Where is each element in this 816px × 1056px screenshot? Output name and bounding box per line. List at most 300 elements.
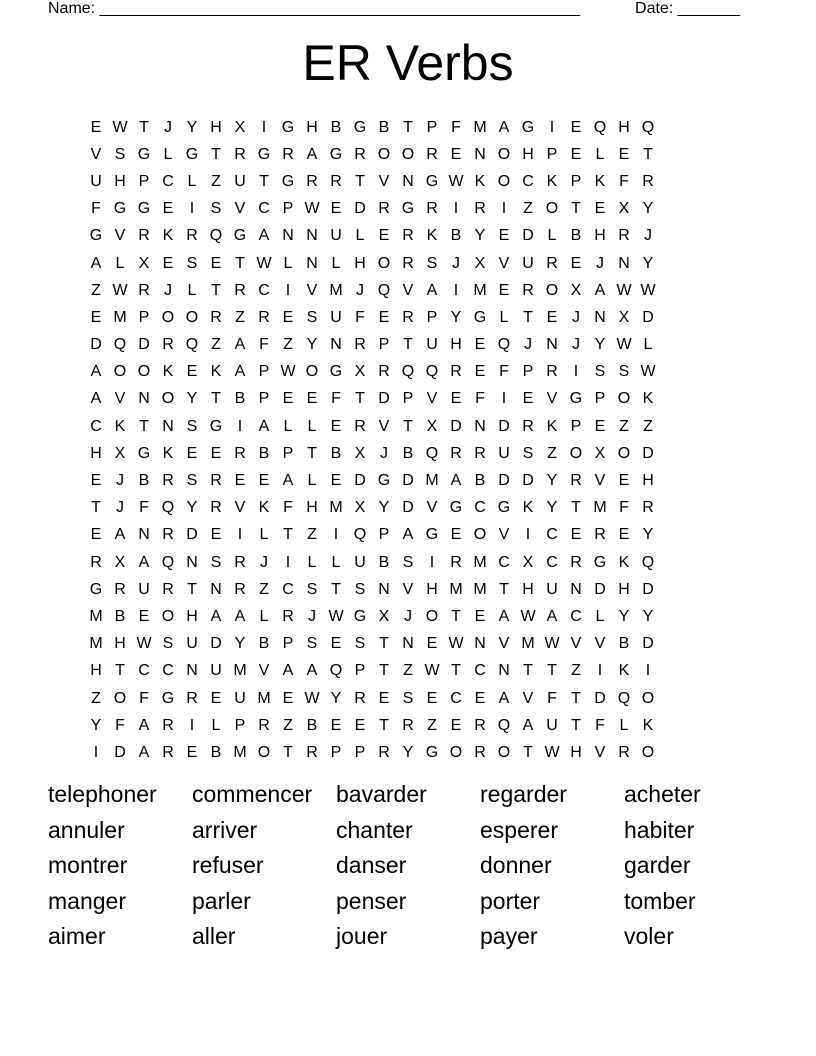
grid-letter: G (521, 118, 535, 136)
grid-letter: Z (643, 417, 653, 435)
grid-letter: A (234, 363, 246, 381)
grid-letter: T (547, 662, 557, 680)
grid-letter: Q (425, 363, 439, 381)
grid-letter: U (546, 580, 558, 598)
word-bank-item: donner (480, 852, 552, 878)
grid-letter: E (90, 472, 102, 490)
grid-letter: Y (642, 607, 654, 625)
grid-letter: M (425, 472, 439, 490)
grid-letter: A (90, 390, 102, 408)
grid-letter: X (618, 200, 630, 218)
grid-letter: H (618, 118, 630, 136)
grid-letter: Q (425, 444, 439, 462)
word-bank-item: refuser (192, 852, 264, 878)
grid-letter: A (522, 716, 534, 734)
grid-letter: E (522, 390, 534, 408)
grid-letter: O (161, 308, 175, 326)
word-bank-item: regarder (480, 781, 567, 807)
grid-letter: G (233, 227, 247, 245)
grid-letter: I (189, 716, 195, 734)
grid-letter: U (186, 635, 198, 653)
grid-letter: V (378, 172, 390, 190)
grid-letter: W (280, 363, 296, 381)
grid-letter: T (403, 336, 413, 354)
grid-letter: R (186, 227, 198, 245)
grid-letter: P (138, 308, 150, 326)
grid-letter: M (233, 743, 247, 761)
grid-letter: X (114, 553, 126, 571)
grid-letter: Q (593, 118, 607, 136)
grid-letter: K (162, 363, 174, 381)
grid-letter: I (453, 281, 459, 299)
grid-letter: I (285, 553, 291, 571)
grid-letter: G (257, 145, 271, 163)
grid-letter: V (498, 254, 510, 272)
grid-letter: P (282, 635, 294, 653)
word-bank-item: acheter (624, 781, 701, 807)
grid-letter: N (474, 635, 486, 653)
grid-letter: R (162, 336, 174, 354)
grid-letter: H (618, 580, 630, 598)
grid-letter: E (594, 417, 606, 435)
grid-letter: M (113, 308, 127, 326)
grid-letter: T (235, 254, 245, 272)
grid-letter: N (402, 172, 414, 190)
grid-letter: S (210, 200, 222, 218)
grid-letter: Y (594, 336, 606, 354)
grid-letter: B (258, 444, 270, 462)
grid-letter: R (450, 363, 462, 381)
grid-letter: B (570, 227, 582, 245)
grid-letter: Y (474, 227, 486, 245)
grid-letter: E (282, 390, 294, 408)
grid-letter: S (114, 145, 126, 163)
grid-letter: D (114, 743, 126, 761)
grid-letter: J (404, 607, 412, 625)
grid-letter: R (618, 743, 630, 761)
grid-letter: E (210, 444, 222, 462)
grid-letter: E (90, 308, 102, 326)
grid-letter: A (402, 526, 414, 544)
grid-letter: C (258, 200, 270, 218)
grid-letter: T (211, 281, 221, 299)
grid-letter: H (642, 472, 654, 490)
grid-letter: T (403, 417, 413, 435)
grid-letter: V (402, 580, 414, 598)
grid-letter: R (618, 227, 630, 245)
grid-letter: L (331, 553, 341, 571)
grid-letter: S (162, 635, 174, 653)
grid-row (84, 141, 732, 168)
grid-letter: V (570, 635, 582, 653)
grid-letter: E (90, 526, 102, 544)
grid-letter: L (283, 254, 293, 272)
grid-letter: R (594, 526, 606, 544)
grid-letter: E (330, 635, 342, 653)
grid-letter: V (498, 526, 510, 544)
grid-letter: Z (283, 716, 293, 734)
grid-letter: D (354, 200, 366, 218)
grid-letter: P (426, 308, 438, 326)
grid-letter: P (138, 172, 150, 190)
grid-letter: N (594, 308, 606, 326)
word-bank-item: habiter (624, 816, 695, 843)
grid-letter: L (115, 254, 125, 272)
grid-letter: H (570, 743, 582, 761)
grid-letter: N (306, 254, 318, 272)
grid-letter: T (283, 526, 293, 544)
grid-letter: R (570, 553, 582, 571)
grid-letter: M (473, 281, 487, 299)
grid-row (84, 114, 732, 141)
grid-letter: E (186, 743, 198, 761)
grid-letter: Z (307, 526, 317, 544)
grid-row (84, 440, 732, 467)
grid-letter: S (186, 254, 198, 272)
grid-letter: V (594, 635, 606, 653)
grid-letter: D (450, 417, 462, 435)
grid-letter: S (186, 472, 198, 490)
grid-letter: E (186, 363, 198, 381)
grid-letter: O (497, 743, 511, 761)
grid-row (84, 359, 732, 386)
grid-letter: E (210, 254, 222, 272)
grid-letter: A (546, 607, 558, 625)
grid-letter: I (645, 662, 651, 680)
grid-letter: C (570, 607, 582, 625)
grid-letter: E (618, 472, 630, 490)
grid-letter: R (426, 200, 438, 218)
word-bank-item: aimer (48, 923, 106, 949)
grid-letter: N (306, 227, 318, 245)
grid-letter: R (90, 553, 102, 571)
grid-letter: J (164, 118, 172, 136)
grid-letter: G (593, 553, 607, 571)
grid-letter: W (448, 635, 464, 653)
grid-letter: L (595, 145, 605, 163)
grid-letter: Z (547, 444, 557, 462)
grid-letter: C (474, 499, 486, 517)
grid-letter: M (89, 607, 103, 625)
grid-letter: W (544, 635, 560, 653)
grid-letter: P (282, 444, 294, 462)
grid-letter: D (642, 580, 654, 598)
grid-letter: A (306, 662, 318, 680)
grid-letter: T (115, 662, 125, 680)
grid-letter: F (451, 118, 461, 136)
grid-letter: N (474, 145, 486, 163)
grid-letter: Y (330, 689, 342, 707)
grid-letter: N (378, 580, 390, 598)
grid-letter: U (498, 444, 510, 462)
word-bank-item: manger (48, 887, 126, 914)
grid-letter: K (114, 417, 126, 435)
word-bank-item: penser (336, 887, 407, 914)
grid-letter: Y (546, 472, 558, 490)
grid-letter: C (546, 526, 558, 544)
grid-letter: B (234, 390, 246, 408)
grid-letter: E (450, 390, 462, 408)
grid-letter: K (546, 417, 558, 435)
grid-letter: I (237, 417, 243, 435)
grid-letter: G (209, 417, 223, 435)
grid-letter: W (616, 281, 632, 299)
grid-letter: D (354, 472, 366, 490)
grid-letter: P (402, 390, 414, 408)
grid-letter: K (594, 172, 606, 190)
grid-letter: E (474, 336, 486, 354)
grid-letter: T (307, 444, 317, 462)
grid-letter: J (452, 254, 460, 272)
grid-letter: H (186, 607, 198, 625)
grid-letter: R (642, 172, 654, 190)
grid-letter: L (187, 172, 197, 190)
grid-row (84, 304, 732, 331)
grid-letter: A (234, 607, 246, 625)
grid-letter: E (474, 607, 486, 625)
grid-letter: S (354, 635, 366, 653)
grid-letter: O (641, 689, 655, 707)
grid-letter: R (234, 553, 246, 571)
grid-letter: E (618, 145, 630, 163)
grid-letter: F (139, 689, 149, 707)
grid-letter: F (475, 390, 485, 408)
grid-letter: M (473, 580, 487, 598)
grid-letter: U (90, 172, 102, 190)
grid-letter: L (499, 308, 509, 326)
grid-letter: S (210, 553, 222, 571)
grid-row (84, 168, 732, 195)
grid-letter: J (308, 607, 316, 625)
grid-letter: F (547, 689, 557, 707)
grid-letter: W (304, 689, 320, 707)
grid-letter: V (234, 499, 246, 517)
grid-letter: R (330, 172, 342, 190)
grid-row (84, 712, 732, 739)
grid-letter: H (522, 580, 534, 598)
grid-letter: E (330, 472, 342, 490)
grid-letter: T (571, 689, 581, 707)
grid-letter: G (377, 472, 391, 490)
grid-letter: R (402, 227, 414, 245)
grid-letter: E (450, 526, 462, 544)
grid-letter: B (330, 444, 342, 462)
word-bank-item: parler (192, 887, 251, 914)
grid-letter: V (594, 743, 606, 761)
grid-letter: G (137, 145, 151, 163)
grid-letter: Z (619, 417, 629, 435)
grid-letter: U (426, 336, 438, 354)
grid-letter: E (186, 444, 198, 462)
grid-letter: G (569, 390, 583, 408)
grid-letter: S (306, 635, 318, 653)
grid-letter: O (377, 145, 391, 163)
grid-letter: U (546, 716, 558, 734)
grid-letter: F (331, 390, 341, 408)
grid-letter: Q (161, 553, 175, 571)
grid-letter: N (186, 662, 198, 680)
grid-letter: Z (427, 716, 437, 734)
word-bank-item: arriver (192, 816, 258, 843)
grid-letter: G (353, 607, 367, 625)
grid-letter: M (473, 118, 487, 136)
grid-letter: C (546, 553, 558, 571)
grid-letter: H (210, 118, 222, 136)
grid-letter: E (570, 254, 582, 272)
grid-letter: N (330, 336, 342, 354)
grid-letter: L (547, 227, 557, 245)
word-bank-item: annuler (48, 816, 125, 843)
grid-letter: B (378, 553, 390, 571)
grid-letter: N (474, 417, 486, 435)
grid-letter: L (331, 254, 341, 272)
grid-letter: S (306, 580, 318, 598)
grid-letter: I (189, 200, 195, 218)
grid-row (84, 739, 732, 766)
grid-letter: V (402, 281, 414, 299)
grid-letter: L (259, 526, 269, 544)
date-field-label: Date: _______ (635, 0, 740, 17)
grid-letter: Z (571, 662, 581, 680)
grid-letter: Z (91, 689, 101, 707)
grid-letter: H (522, 145, 534, 163)
grid-letter: D (522, 227, 534, 245)
grid-letter: Y (186, 118, 198, 136)
grid-letter: T (523, 662, 533, 680)
grid-letter: S (594, 363, 606, 381)
grid-letter: U (234, 689, 246, 707)
grid-letter: O (641, 743, 655, 761)
grid-letter: I (501, 390, 507, 408)
grid-letter: O (545, 200, 559, 218)
grid-letter: Q (353, 526, 367, 544)
grid-letter: P (234, 716, 246, 734)
grid-letter: G (185, 145, 199, 163)
grid-letter: A (258, 417, 270, 435)
grid-letter: T (139, 417, 149, 435)
grid-letter: J (260, 553, 268, 571)
grid-letter: N (618, 254, 630, 272)
grid-letter: E (330, 200, 342, 218)
grid-letter: Y (642, 200, 654, 218)
grid-letter: E (234, 472, 246, 490)
grid-letter: F (259, 336, 269, 354)
grid-letter: A (90, 363, 102, 381)
grid-letter: J (644, 227, 652, 245)
grid-letter: E (162, 254, 174, 272)
grid-letter: T (187, 580, 197, 598)
grid-letter: P (258, 363, 270, 381)
grid-letter: G (161, 689, 175, 707)
grid-letter: R (474, 716, 486, 734)
grid-letter: R (474, 200, 486, 218)
grid-letter: A (498, 689, 510, 707)
grid-letter: K (210, 363, 222, 381)
grid-letter: O (497, 172, 511, 190)
grid-letter: K (258, 499, 270, 517)
grid-letter: F (139, 499, 149, 517)
grid-letter: R (522, 281, 534, 299)
grid-letter: G (425, 526, 439, 544)
grid-letter: A (282, 662, 294, 680)
grid-letter: R (258, 308, 270, 326)
grid-letter: R (234, 580, 246, 598)
grid-letter: Q (641, 118, 655, 136)
grid-letter: E (330, 417, 342, 435)
grid-letter: H (594, 227, 606, 245)
grid-letter: Y (378, 499, 390, 517)
grid-letter: C (498, 553, 510, 571)
grid-letter: Y (186, 390, 198, 408)
grid-letter: J (572, 336, 580, 354)
grid-letter: R (210, 308, 222, 326)
grid-letter: P (378, 336, 390, 354)
grid-letter: G (89, 580, 103, 598)
grid-letter: R (546, 254, 558, 272)
grid-letter: K (522, 499, 534, 517)
grid-letter: C (450, 689, 462, 707)
grid-letter: A (90, 254, 102, 272)
grid-letter: B (258, 635, 270, 653)
grid-letter: W (448, 172, 464, 190)
grid-letter: W (256, 254, 272, 272)
grid-letter: O (257, 743, 271, 761)
grid-letter: G (497, 499, 511, 517)
grid-letter: R (426, 145, 438, 163)
grid-letter: W (640, 363, 656, 381)
grid-row (84, 549, 732, 576)
grid-letter: O (497, 145, 511, 163)
grid-letter: G (281, 172, 295, 190)
grid-letter: O (545, 281, 559, 299)
grid-letter: R (162, 472, 174, 490)
grid-letter: R (402, 716, 414, 734)
grid-letter: O (449, 743, 463, 761)
grid-letter: U (330, 227, 342, 245)
grid-letter: Y (450, 308, 462, 326)
grid-letter: P (426, 118, 438, 136)
grid-letter: V (546, 390, 558, 408)
grid-letter: Y (546, 499, 558, 517)
grid-row (84, 467, 732, 494)
grid-letter: K (426, 227, 438, 245)
grid-letter: Q (113, 336, 127, 354)
grid-letter: G (449, 499, 463, 517)
grid-letter: A (450, 472, 462, 490)
grid-letter: A (498, 607, 510, 625)
grid-letter: B (138, 472, 150, 490)
grid-letter: W (328, 607, 344, 625)
grid-letter: E (282, 308, 294, 326)
grid-letter: V (378, 417, 390, 435)
grid-letter: H (114, 172, 126, 190)
grid-letter: L (163, 145, 173, 163)
grid-letter: S (426, 254, 438, 272)
grid-letter: A (498, 118, 510, 136)
grid-letter: N (402, 635, 414, 653)
grid-letter: D (498, 472, 510, 490)
word-bank-item: chanter (336, 816, 413, 843)
grid-row (84, 522, 732, 549)
grid-letter: W (520, 607, 536, 625)
grid-letter: A (258, 227, 270, 245)
grid-letter: A (306, 145, 318, 163)
grid-letter: M (593, 499, 607, 517)
grid-letter: R (402, 254, 414, 272)
grid-letter: F (115, 716, 125, 734)
grid-letter: G (353, 118, 367, 136)
grid-letter: W (616, 336, 632, 354)
